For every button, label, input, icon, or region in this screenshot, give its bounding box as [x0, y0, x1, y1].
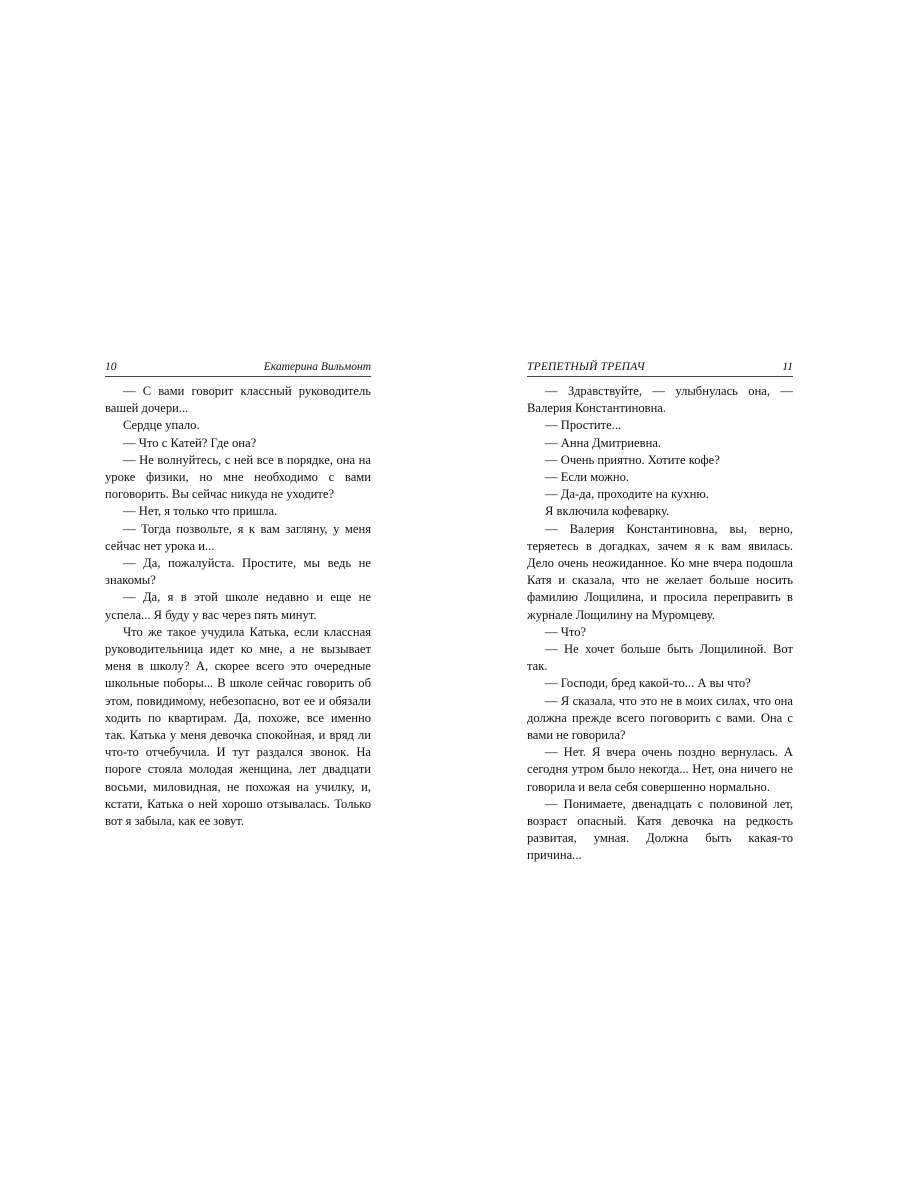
paragraph: — Если можно. — [545, 470, 630, 485]
right-running-head — [527, 360, 793, 375]
paragraph: — Что? — [545, 624, 587, 639]
paragraph: — Здравствуйте, — улыбнулась она, — Валерия Константиновна. — [527, 384, 793, 416]
paragraph: — Валерия Константиновна, вы, верно, теряетесь в догадках, зачем я к вам явилась. Дело очень неожиданное. Ко мне вчера подошла Катя и сказала, что не желает больше носить фамилию Лощилина, и просила переправить в журнале Лощилину на Муромцеву. — [527, 521, 793, 622]
header-rule — [527, 376, 793, 377]
page-number: 10 — [105, 361, 117, 373]
book-running-title: ТРЕПЕТНЫЙ ТРЕПАЧ — [527, 361, 645, 373]
paragraph: — Да, пожалуйста. Простите, мы ведь не знакомы? — [105, 556, 371, 588]
paragraph: — Не волнуйтесь, с ней все в порядке, она на уроке физики, но мне необходимо с вами поговорить. Вы сейчас никуда не уходите? — [105, 452, 371, 502]
author-running-title: Екатерина Вильмонт — [263, 361, 371, 373]
left-running-head — [105, 360, 371, 375]
paragraph: — Что с Катей? Где она? — [123, 435, 257, 450]
paragraph: Что же такое учудила Катька, если классная руководительница идет ко мне, а не вызывает меня в школу? А, скорее всего это очередные школьные поборы... В школе сейчас говорить об этом, повидимому, небезопасно, вот ее и обязали ходить по квартирам. Да, похоже, все именно так. Катька у меня девочка спокойная, и вряд ли что-то отчебучила. И тут раздался звонок. На пороге стояла молодая женщина, лет двадцати восьми, миловидная, не похожая на училку, и, кстати, Катька о ней хорошо отзывалась. Только вот я забыла, как ее зовут. — [105, 624, 371, 829]
header-rule — [105, 376, 371, 377]
left-page — [105, 360, 371, 830]
paragraph: — Да, я в этой школе недавно и еще не успела... Я буду у вас через пять минут. — [105, 590, 371, 622]
paragraph: — Господи, бред какой-то... А вы что? — [545, 676, 751, 691]
paragraph: — Нет, я только что пришла. — [123, 504, 278, 519]
paragraph: — Да-да, проходите на кухню. — [545, 487, 709, 502]
paragraph: — С вами говорит классный руководитель вашей дочери... — [105, 384, 371, 416]
right-page — [527, 360, 793, 865]
paragraph: — Тогда позвольте, я к вам загляну, у меня сейчас нет урока и... — [105, 521, 371, 553]
paragraph: Сердце упало. — [123, 418, 200, 433]
paragraph: — Понимаете, двенадцать с половиной лет, возраст опасный. Катя девочка на редкость развитая, умная. Должна быть какая-то причина... — [527, 796, 793, 863]
paragraph: — Очень приятно. Хотите кофе? — [545, 452, 720, 467]
right-page-text — [527, 383, 793, 865]
paragraph: — Я сказала, что это не в моих силах, что она должна прежде всего поговорить с вами. Она с вами не говорила? — [527, 693, 793, 743]
paragraph: — Нет. Я вчера очень поздно вернулась. А сегодня утром было некогда... Нет, она ничего не говорила и вела себя совершенно нормально. — [527, 745, 793, 794]
paragraph: Я включила кофеварку. — [545, 504, 670, 519]
paragraph: — Не хочет больше быть Лощилиной. Вот так. — [527, 642, 793, 674]
paragraph: — Простите... — [545, 418, 622, 433]
paragraph: — Анна Дмитриевна. — [545, 435, 662, 450]
page-number: 11 — [782, 361, 793, 373]
left-page-text — [105, 383, 371, 830]
